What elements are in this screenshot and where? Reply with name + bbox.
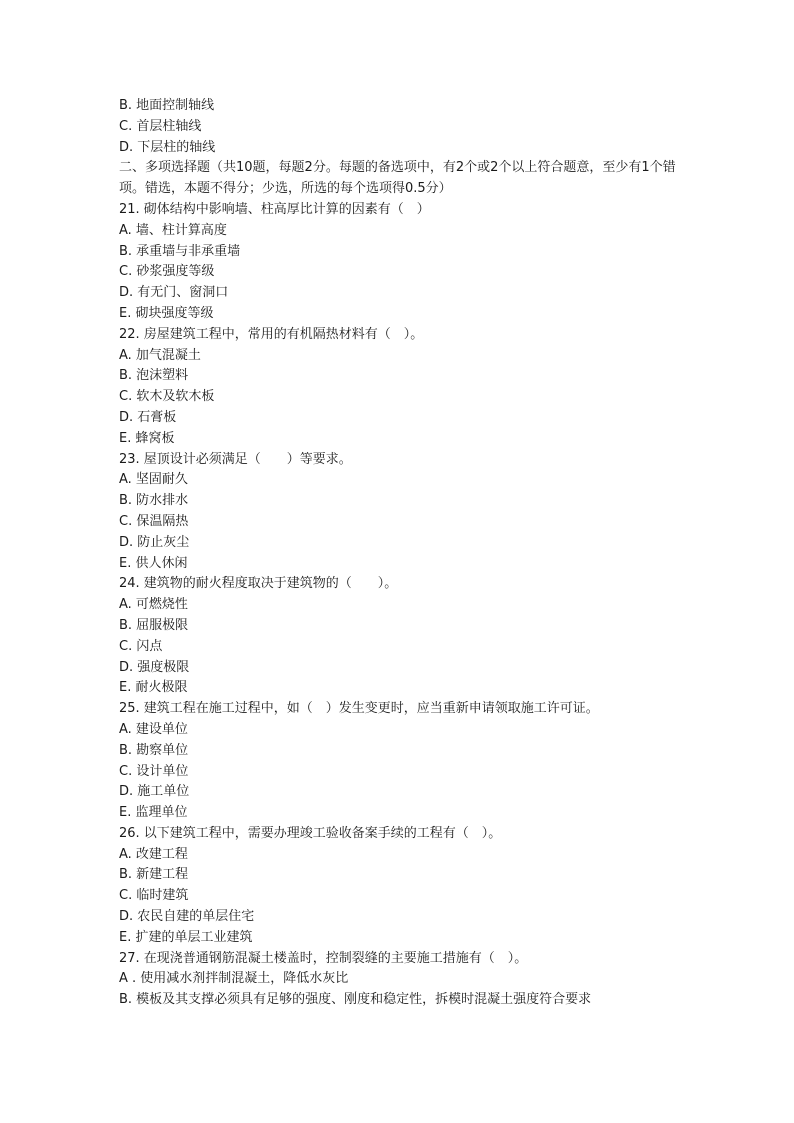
question-stem: 23. 屋顶设计必须满足（ ）等要求。: [119, 451, 352, 467]
option-line: D. 强度极限: [119, 659, 190, 675]
option-line: D. 石膏板: [119, 409, 177, 425]
option-line: C. 首层柱轴线: [119, 118, 202, 134]
option-line: D. 农民自建的单层住宅: [119, 909, 255, 925]
option-line: C. 保温隔热: [119, 513, 189, 529]
option-line: D. 施工单位: [119, 784, 190, 800]
option-line: D. 下层柱的轴线: [119, 139, 216, 155]
option-line: A. 改建工程: [119, 846, 188, 862]
option-line: C. 临时建筑: [119, 888, 189, 904]
option-line: A. 可燃烧性: [119, 597, 188, 613]
option-line: B. 泡沫塑料: [119, 368, 189, 384]
document-content: [119, 96, 679, 1011]
option-line: B. 承重墙与非承重墙: [119, 243, 241, 259]
option-line: B. 地面控制轴线: [119, 98, 215, 113]
option-line: E. 监理单位: [119, 805, 188, 821]
option-line: A . 使用减水剂拌制混凝土，降低水灰比: [119, 971, 349, 987]
question-stem: 26. 以下建筑工程中，需要办理竣工验收备案手续的工程有（ ）。: [119, 825, 502, 841]
option-line: A. 墙、柱计算高度: [119, 222, 227, 238]
option-line: B. 防水排水: [119, 493, 189, 509]
option-line: D. 防止灰尘: [119, 534, 190, 550]
option-line: C. 闪点: [119, 638, 163, 654]
section-heading: 二、多项选择题（共10题，每题2分。每题的备选项中，有2个或2个以上符合题意，至少有1个错项。错选，本题不得分；少选，所选的每个选项得0.5分）: [119, 160, 676, 197]
option-line: B. 屈服极限: [119, 617, 189, 633]
option-line: A. 加气混凝土: [119, 347, 201, 363]
question-stem: 22. 房屋建筑工程中，常用的有机隔热材料有（ ）。: [119, 326, 424, 342]
option-line: E. 供人休闲: [119, 555, 188, 571]
option-line: D. 有无门、窗洞口: [119, 285, 229, 301]
option-line: B. 勘察单位: [119, 742, 189, 758]
question-stem: 27. 在现浇普通钢筋混凝土楼盖时，控制裂缝的主要施工措施有（ ）。: [119, 950, 528, 966]
option-line: B. 模板及其支撑必须具有足够的强度、刚度和稳定性，拆模时混凝土强度符合要求: [119, 992, 592, 1008]
option-line: A. 建设单位: [119, 721, 188, 737]
option-line: C. 砂浆强度等级: [119, 264, 215, 280]
option-line: E. 砌块强度等级: [119, 305, 214, 321]
option-line: C. 设计单位: [119, 763, 189, 779]
option-line: E. 蜂窝板: [119, 430, 175, 446]
option-line: E. 扩建的单层工业建筑: [119, 929, 253, 945]
option-line: A. 坚固耐久: [119, 472, 188, 488]
option-line: B. 新建工程: [119, 867, 189, 883]
question-stem: 24. 建筑物的耐火程度取决于建筑物的（ ）。: [119, 576, 398, 592]
question-stem: 25. 建筑工程在施工过程中，如（ ）发生变更时，应当重新申请领取施工许可证。: [119, 701, 599, 717]
option-line: C. 软木及软木板: [119, 389, 215, 405]
question-stem: 21. 砌体结构中影响墙、柱高厚比计算的因素有（ ）: [119, 201, 430, 217]
option-line: E. 耐火极限: [119, 680, 188, 696]
